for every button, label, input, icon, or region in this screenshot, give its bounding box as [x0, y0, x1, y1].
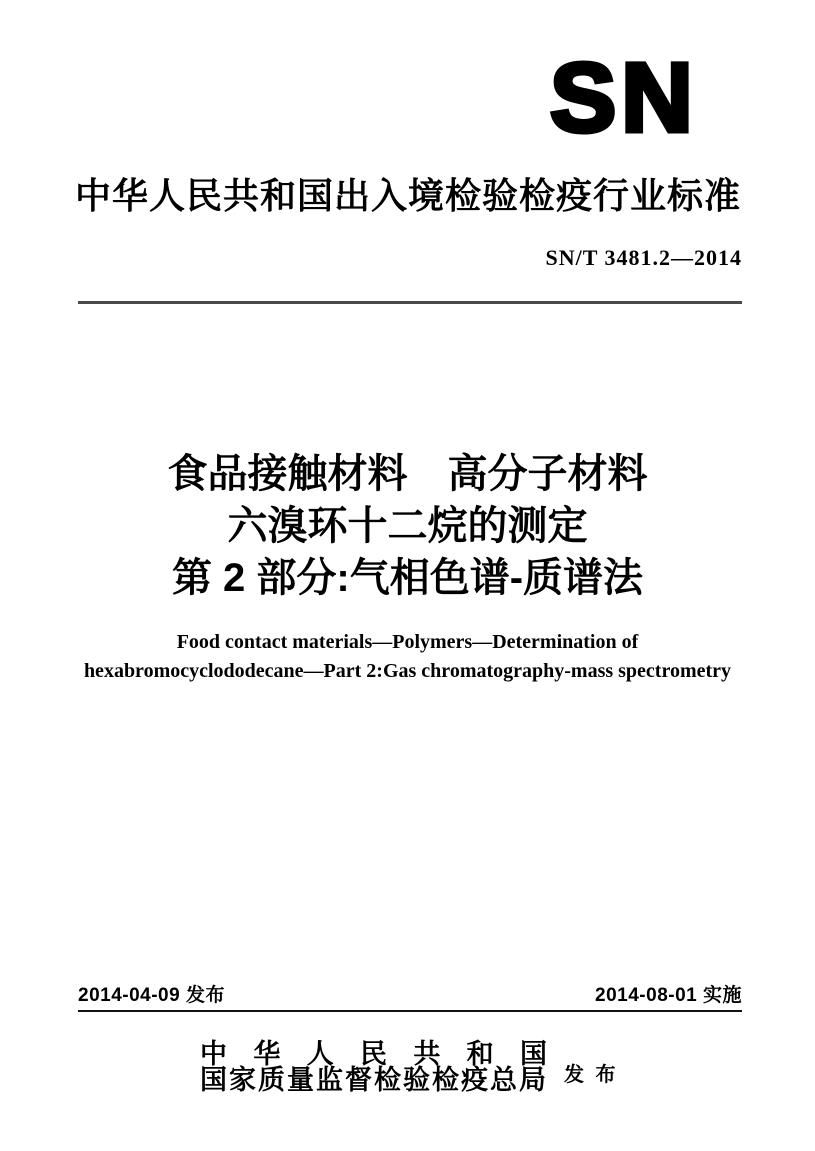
english-title-block — [0, 628, 815, 686]
english-title-line-1: Food contact materials—Polymers—Determination of — [176, 631, 639, 653]
publisher-block — [200, 1039, 548, 1095]
implementation-date: 2014-08-01 实施 — [595, 985, 742, 1006]
english-title-line-2: hexabromocyclododecane—Part 2:Gas chromatography-mass spectrometry — [83, 660, 732, 682]
footer-rule — [78, 1010, 742, 1012]
chinese-title-line-3: 第 2 部分:气相色谱-质谱法 — [171, 556, 644, 600]
header-rule — [78, 301, 742, 304]
publisher-name-line-2: 国家质量监督检验检疫总局 — [200, 1065, 548, 1095]
publisher-name-line-1: 中华人民共和国 — [200, 1039, 547, 1069]
chinese-title-line-2: 六溴环十二烷的测定 — [227, 504, 588, 548]
chinese-title-block — [0, 448, 815, 604]
standard-category-title: 中华人民共和国出入境检验检疫行业标准 — [75, 175, 742, 216]
sn-logo: SN — [550, 43, 698, 152]
date-row — [78, 980, 742, 1007]
issue-date: 2014-04-09 发布 — [78, 985, 225, 1006]
chinese-title-line-1: 食品接触材料 高分子材料 — [167, 452, 648, 496]
standard-number: SN/T 3481.2—2014 — [545, 245, 742, 270]
publish-action-label: 发 布 — [564, 1064, 619, 1086]
